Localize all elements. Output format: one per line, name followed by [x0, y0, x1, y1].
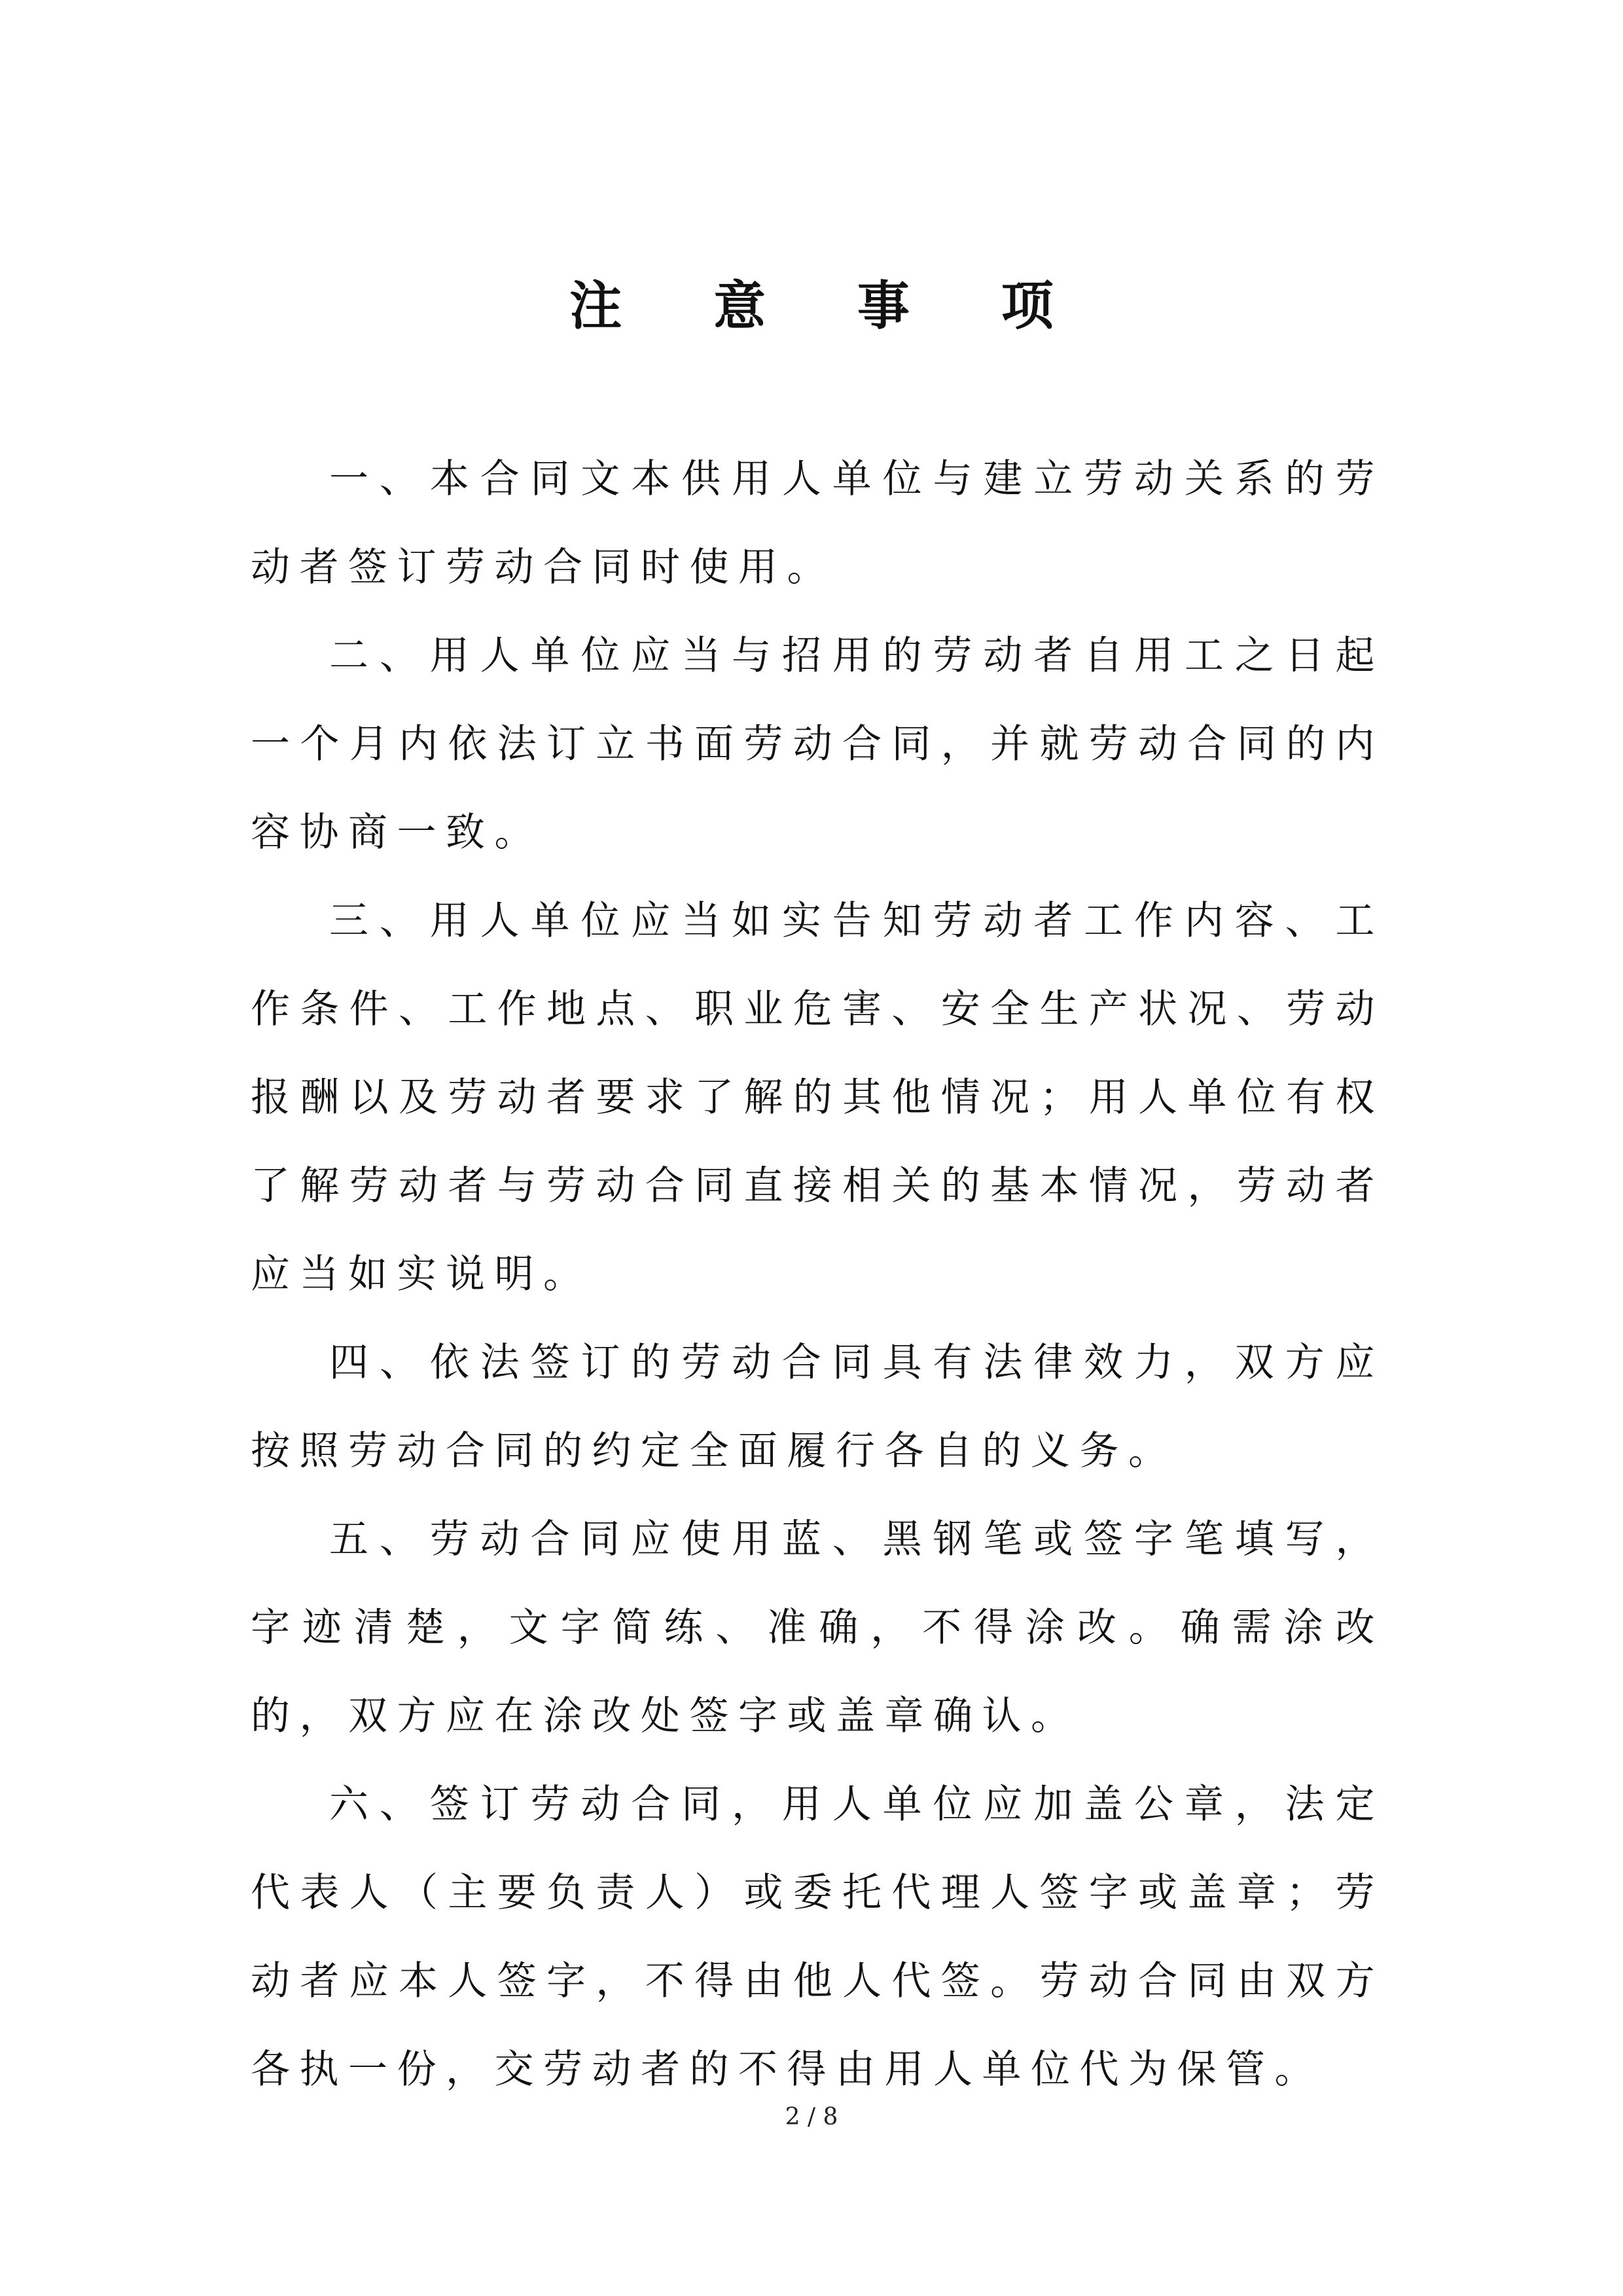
- note-paragraph-3: 三、用人单位应当如实告知劳动者工作内容、工作条件、工作地点、职业危害、安全生产状况、劳动报酬以及劳动者要求了解的其他情况；用人单位有权了解劳动者与劳动合同直接相关的基本情况，劳动者应当如实说明。: [251, 898, 1384, 1297]
- note-paragraph-4: 四、依法签订的劳动合同具有法律效力，双方应按照劳动合同的约定全面履行各自的义务。: [251, 1340, 1384, 1474]
- notes-body: [251, 435, 1384, 2114]
- note-paragraph-5: 五、劳动合同应使用蓝、黑钢笔或签字笔填写，字迹清楚，文字简练、准确，不得涂改。确需涂改的，双方应在涂改处签字或盖章确认。: [251, 1516, 1384, 1739]
- note-paragraph-6: 六、签订劳动合同，用人单位应加盖公章，法定代表人（主要负责人）或委托代理人签字或盖章；劳动者应本人签字，不得由他人代签。劳动合同由双方各执一份，交劳动者的不得由用人单位代为保管。: [251, 1782, 1384, 2092]
- document-title: 注 意 事 项: [569, 276, 1090, 336]
- page-number: 2 / 8: [785, 2104, 838, 2130]
- note-paragraph-1: 一、本合同文本供用人单位与建立劳动关系的劳动者签订劳动合同时使用。: [251, 456, 1384, 590]
- note-paragraph-2: 二、用人单位应当与招用的劳动者自用工之日起一个月内依法订立书面劳动合同，并就劳动合同的内容协商一致。: [251, 633, 1384, 855]
